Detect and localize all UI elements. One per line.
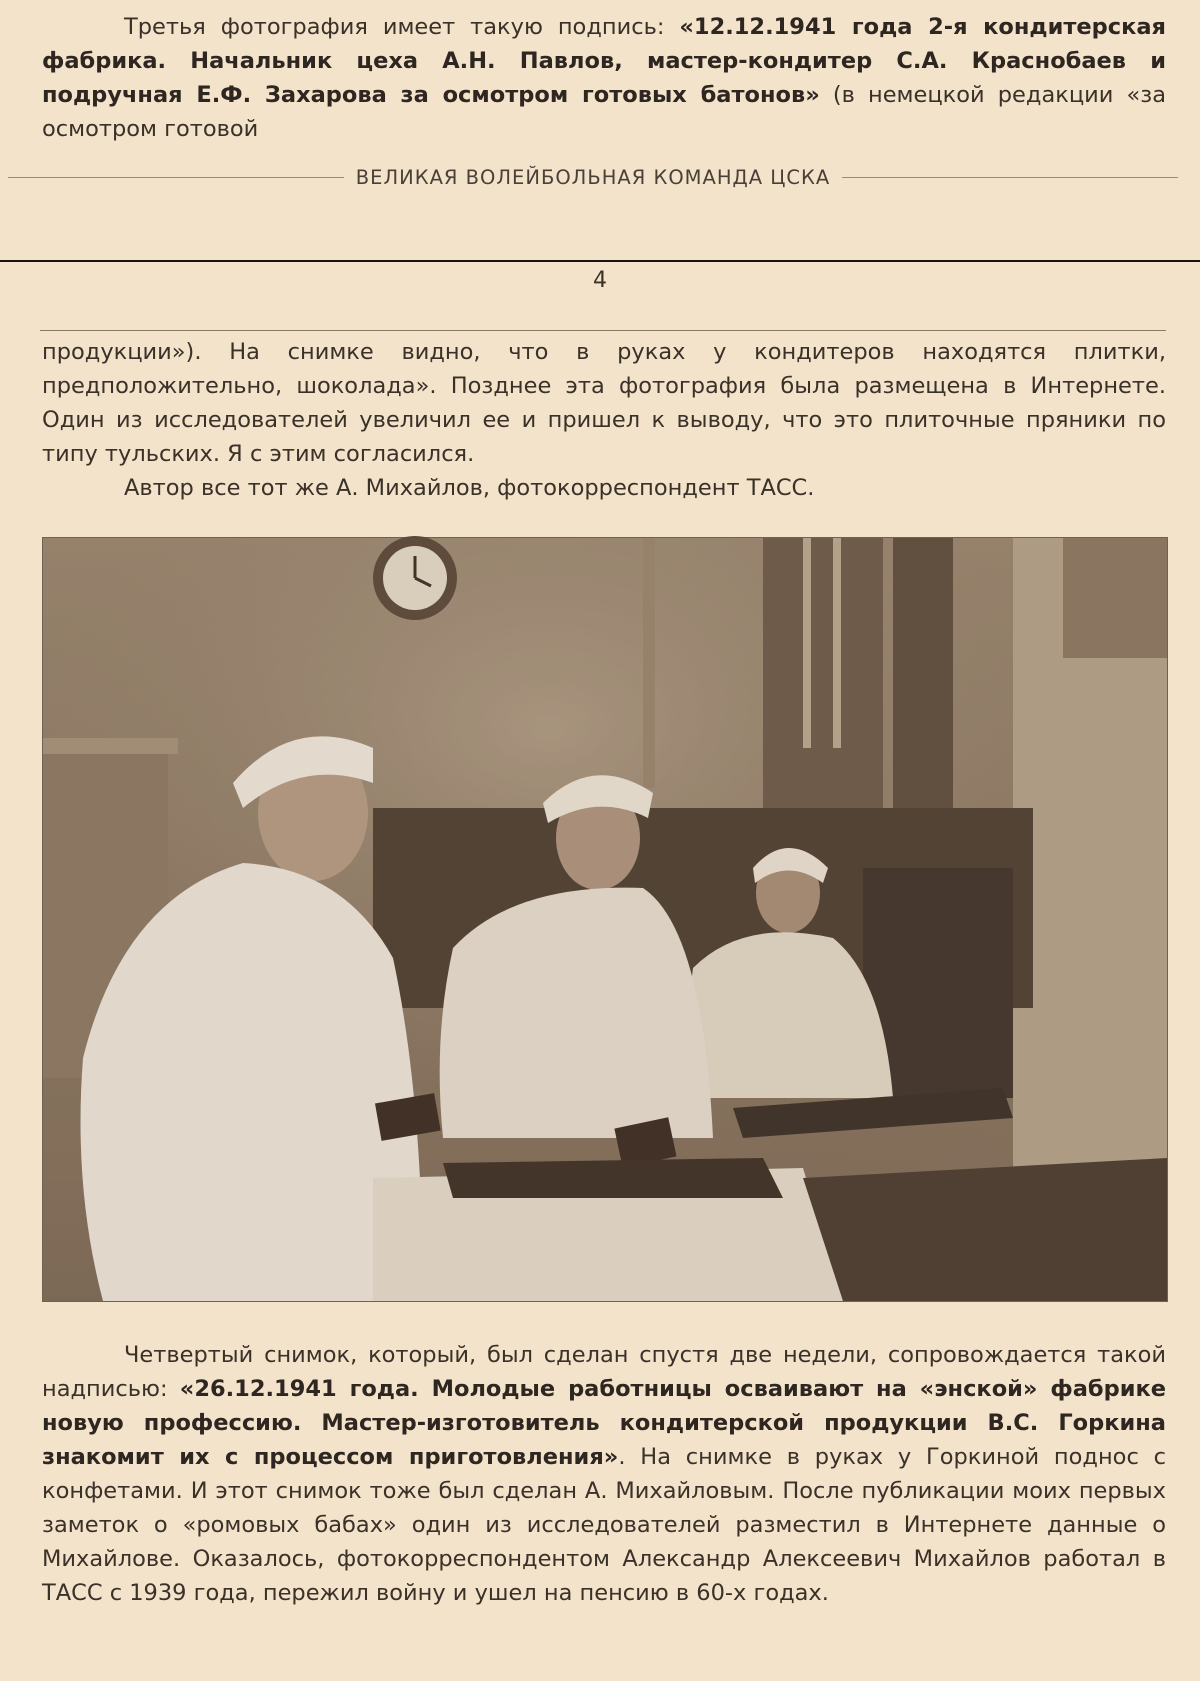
factory-photo — [42, 537, 1168, 1302]
middle-text-block — [42, 335, 1166, 505]
bottom-paragraph-caption-bold: «26.12.1941 года. Молодые работницы осваивают на «энской» фабрике новую профессию. Мастер-изготовитель кондитерской продукции В.С. Горкина знакомит их с процессом приготовления» — [42, 1376, 1166, 1470]
bottom-paragraph-text-1: Четвертый снимок, который, был сделан спустя две недели, сопровождается такой надписью: — [42, 1342, 1166, 1402]
footer-divider-left — [8, 177, 344, 178]
footer-divider-right — [842, 177, 1178, 178]
top-paragraph-text-2: (в немецкой редакции «за осмотром готовой — [42, 82, 1167, 142]
bottom-paragraph — [42, 1338, 1166, 1610]
top-paragraph-text-1: Третья фотография имеет такую подпись: — [124, 14, 680, 40]
top-paragraph — [42, 10, 1167, 142]
page-number: 4 — [593, 268, 607, 293]
header-divider — [40, 330, 1166, 331]
running-footer-title: ВЕЛИКАЯ ВОЛЕЙБОЛЬНАЯ КОМАНДА ЦСКА — [355, 166, 831, 189]
running-footer — [8, 166, 1178, 189]
bottom-paragraph-text-2: . На снимке в руках у Горкиной поднос с конфетами. И этот снимок тоже был сделан А. Михайловым. После публикации моих первых заметок о «ромовых бабах» один из исследователей разместил в Интернете данные о Михайлове. Оказалось, фотокорреспондентом Александр Алексеевич Михайлов работал в ТАСС с 1939 года, пережил войну и ушел на пенсию в 60-х годах. — [42, 1444, 1167, 1606]
middle-paragraph: продукции»). На снимке видно, что в руках у кондитеров находятся плитки, предположительно, шоколада». Позднее эта фотография была размещена в Интернете. Один из исследователей увеличил ее и пришел к выводу, что это плиточные пряники по типу тульских. Я с этим согласился. — [42, 339, 1166, 467]
top-paragraph-caption-bold: «12.12.1941 года 2-я кондитерская фабрика. Начальник цеха А.Н. Павлов, мастер-кондитер С.А. Краснобаев и подручная Е.Ф. Захарова за осмотром готовых батонов» — [42, 14, 1166, 108]
page-break-line — [0, 260, 1200, 262]
author-line: Автор все тот же А. Михайлов, фотокорреспондент ТАСС. — [124, 475, 815, 501]
